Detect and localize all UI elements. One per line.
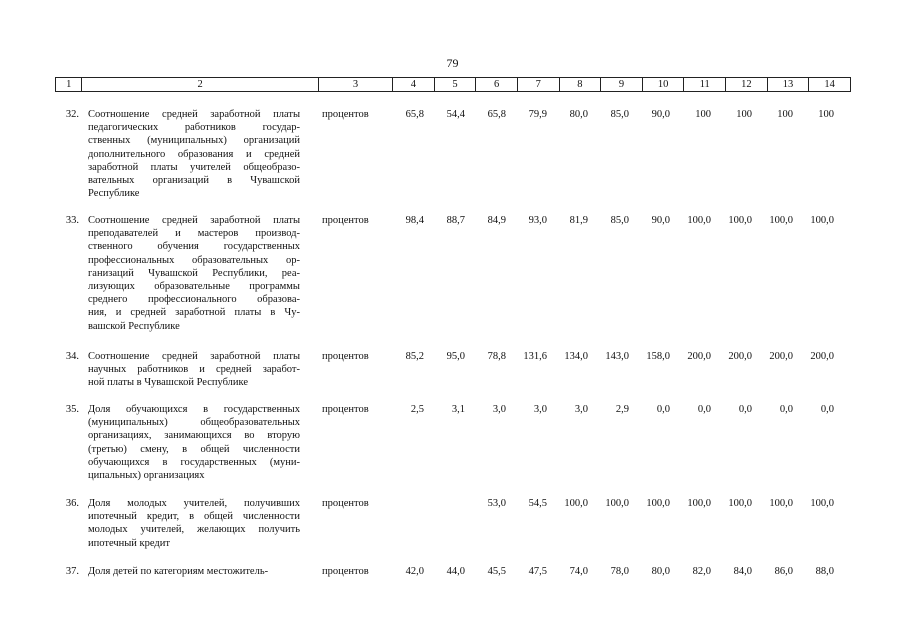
value-cell: 2,9: [615, 404, 629, 415]
value-cell: 81,9: [569, 215, 588, 226]
value-cell: 3,0: [574, 404, 588, 415]
column-header: 11: [684, 78, 726, 92]
value-cell: 95,0: [446, 351, 465, 362]
value-cell: 100,0: [728, 215, 752, 226]
value-cell: 200,0: [728, 351, 752, 362]
description-line: вательных организаций в Чувашской: [88, 175, 300, 187]
description-line: заработной платы учителей общеобразо-: [88, 161, 300, 173]
value-cell: 0,0: [738, 404, 752, 415]
description-line: педагогических работников государ-: [88, 122, 300, 134]
description-line: Доля молодых учителей, получивших: [88, 498, 300, 509]
value-cell: 0,0: [656, 404, 670, 415]
value-cell: 100,0: [564, 498, 588, 509]
value-cell: 143,0: [605, 351, 629, 362]
value-cell: 100,0: [769, 215, 793, 226]
row-number: 32.: [65, 109, 79, 120]
value-cell: 131,6: [523, 351, 547, 362]
indicator-description: [88, 565, 300, 578]
value-cell: 98,4: [405, 215, 424, 226]
description-line: организациях, занимающихся во вторую: [88, 430, 300, 442]
description-line: дополнительного образования и средней: [88, 148, 300, 160]
description-line: профессиональных образовательных ор-: [88, 254, 300, 266]
unit-cell: процентов: [322, 566, 369, 577]
value-cell: 200,0: [687, 351, 711, 362]
row-number: 35.: [65, 404, 79, 415]
value-cell: 200,0: [810, 351, 834, 362]
description-line: ния, и средней заработной платы в Чу-: [88, 307, 300, 319]
unit-cell: процентов: [322, 109, 369, 120]
indicator-description: [88, 214, 300, 333]
value-cell: 100: [736, 109, 752, 120]
value-cell: 134,0: [564, 351, 588, 362]
value-cell: 47,5: [528, 566, 547, 577]
column-header: 14: [809, 78, 851, 92]
unit-cell: процентов: [322, 351, 369, 362]
value-cell: 78,8: [487, 351, 506, 362]
description-line: Доля детей по категориям местожитель-: [88, 566, 269, 577]
value-cell: 84,0: [733, 566, 752, 577]
row-number: 36.: [65, 498, 79, 509]
description-line: ной платы в Чувашской Республике: [88, 377, 249, 389]
row-number: 37.: [65, 566, 79, 577]
value-cell: 42,0: [405, 566, 424, 577]
unit-cell: процентов: [322, 498, 369, 509]
value-cell: 54,5: [528, 498, 547, 509]
description-line: (третью) смену, в общей численности: [88, 443, 300, 455]
value-cell: 80,0: [651, 566, 670, 577]
value-cell: 45,5: [487, 566, 506, 577]
value-cell: 65,8: [487, 109, 506, 120]
value-cell: 0,0: [820, 404, 834, 415]
description-line: (муниципальных) общеобразовательных: [88, 417, 300, 429]
description-line: обучающихся в государственных (муни-: [88, 456, 300, 468]
description-line: ганизаций Чувашской Республики, реа-: [88, 267, 300, 279]
value-cell: 100,0: [687, 215, 711, 226]
value-cell: 86,0: [774, 566, 793, 577]
column-header: 8: [559, 78, 601, 92]
value-cell: 79,9: [528, 109, 547, 120]
value-cell: 100,0: [687, 498, 711, 509]
description-line: научных работников и средней заработ-: [88, 364, 300, 376]
description-line: Соотношение средней заработной платы: [88, 215, 300, 226]
value-cell: 85,0: [610, 215, 629, 226]
description-line: вашской Республике: [88, 320, 180, 332]
description-line: ственных (муниципальных) организаций: [88, 135, 300, 147]
indicator-description: [88, 350, 300, 390]
value-cell: 80,0: [569, 109, 588, 120]
value-cell: 74,0: [569, 566, 588, 577]
indicator-description: [88, 108, 300, 200]
value-cell: 53,0: [487, 498, 506, 509]
description-line: лизующих образовательные программы: [88, 281, 300, 293]
value-cell: 200,0: [769, 351, 793, 362]
column-header: 12: [726, 78, 768, 92]
value-cell: 82,0: [692, 566, 711, 577]
value-cell: 93,0: [528, 215, 547, 226]
value-cell: 88,0: [815, 566, 834, 577]
description-line: ипотечный кредит, в общей численности: [88, 511, 300, 523]
column-header: 10: [642, 78, 684, 92]
description-line: ципальных) организациях: [88, 470, 205, 482]
description-line: среднего профессионального образова-: [88, 294, 300, 306]
unit-cell: процентов: [322, 404, 369, 415]
value-cell: 100: [695, 109, 711, 120]
value-cell: 0,0: [779, 404, 793, 415]
description-line: молодых учителей, желающих получить: [88, 524, 300, 536]
value-cell: 100,0: [810, 498, 834, 509]
description-line: ственного обучения государственных: [88, 241, 300, 253]
description-line: Республике: [88, 188, 140, 200]
value-cell: 2,5: [410, 404, 424, 415]
value-cell: 100,0: [810, 215, 834, 226]
description-line: Соотношение средней заработной платы: [88, 109, 300, 120]
column-header: 1: [56, 78, 82, 92]
description-line: ипотечный кредит: [88, 537, 170, 549]
value-cell: 100: [777, 109, 793, 120]
column-header: 6: [476, 78, 518, 92]
value-cell: 78,0: [610, 566, 629, 577]
value-cell: 88,7: [446, 215, 465, 226]
row-number: 34.: [65, 351, 79, 362]
column-header: 7: [517, 78, 559, 92]
column-header: 2: [82, 78, 319, 92]
description-line: преподавателей и мастеров производ-: [88, 228, 300, 240]
column-header: 3: [318, 78, 392, 92]
value-cell: 158,0: [646, 351, 670, 362]
value-cell: 100: [818, 109, 834, 120]
value-cell: 3,0: [492, 404, 506, 415]
value-cell: 100,0: [769, 498, 793, 509]
value-cell: 44,0: [446, 566, 465, 577]
column-header: 4: [393, 78, 435, 92]
value-cell: 100,0: [605, 498, 629, 509]
value-cell: 100,0: [646, 498, 670, 509]
value-cell: 54,4: [446, 109, 465, 120]
column-header: 9: [601, 78, 643, 92]
value-cell: 85,0: [610, 109, 629, 120]
column-header-row: [55, 77, 851, 92]
value-cell: 0,0: [697, 404, 711, 415]
column-header: 13: [767, 78, 809, 92]
value-cell: 65,8: [405, 109, 424, 120]
value-cell: 3,0: [533, 404, 547, 415]
page-number: 79: [446, 56, 459, 70]
column-header: 5: [434, 78, 476, 92]
value-cell: 3,1: [451, 404, 465, 415]
unit-cell: процентов: [322, 215, 369, 226]
indicator-description: [88, 403, 300, 482]
description-line: Доля обучающихся в государственных: [88, 404, 300, 415]
value-cell: 84,9: [487, 215, 506, 226]
value-cell: 90,0: [651, 215, 670, 226]
value-cell: 85,2: [405, 351, 424, 362]
value-cell: 100,0: [728, 498, 752, 509]
value-cell: 90,0: [651, 109, 670, 120]
row-number: 33.: [65, 215, 79, 226]
indicator-description: [88, 497, 300, 550]
description-line: Соотношение средней заработной платы: [88, 351, 300, 362]
